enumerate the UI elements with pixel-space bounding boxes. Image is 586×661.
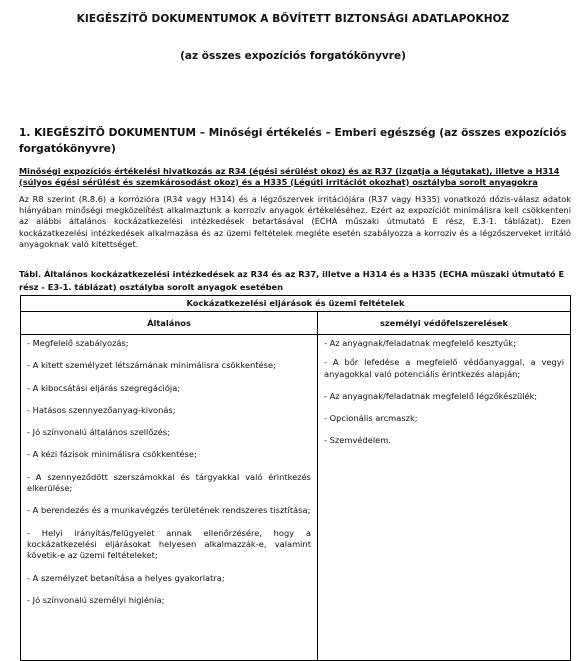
table-caption: Tábl. Általános kockázatkezelési intézkedések az R34 és az R37, illetve a H314 és a H335 (ECHA műszaki útmutató E rész - E3-1. táblázat) osztályba sorolt anyagok esetében (19, 269, 565, 292)
column-header-ppe: személyi védőfelszerelések (318, 312, 571, 335)
document-title: KIEGÉSZÍTŐ DOKUMENTUMOK A BŐVÍTETT BIZTONSÁGI ADATLAPOKHOZ (76, 13, 510, 25)
list-item: - A kibocsátási eljárás szegregációja; (27, 382, 181, 393)
list-item: - Helyi irányítás/felügyelet annak ellenőrzésére, hogy a kockázatkezelési eljárásokat helyesen alkalmazzák-e, valamint követik-e az üzemi feltételeket; (27, 527, 311, 561)
list-item: - Az anyagnak/feladatnak megfelelő légzőkészülék; (324, 390, 538, 401)
column-header-general: Általános (21, 312, 318, 335)
list-item: - Jó színvonalú személyi higiénia; (27, 594, 165, 605)
list-item: - A személyzet betanítása a helyes gyakorlatra; (27, 572, 225, 583)
section-paragraph: Az R8 szerint (R.8.6) a korrózióra (R34 vagy H314) és a légzőszervek irritációjára (R37 vagy H335) vonatkozó dózis-válasz adatok hiányában minőségi megközelítést alkalmaztunk a korrozív anyagok értékeléséhez. Ezért az expozíciót minimálisra kell csökkenteni az alábbi általános kockázatkezelési intézkedések betartásával (ECHA műszaki útmutató E rész, E.3-1. táblázat). Ezen kockázatkezelési intézkedések alkalmazása és az üzemi feltételek megléte esetén szabályozza a korrozív és a légzőszerveket irritáló anyagoknak való kitettséget. (19, 194, 571, 249)
list-item: - Az anyagnak/feladatnak megfelelő kesztyűk; (324, 338, 516, 348)
list-item: - Hatásos szennyezőanyag-kivonás; (27, 404, 176, 415)
general-measures-list (21, 335, 317, 606)
list-item: - A bőr lefedése a megfelelő védőanyaggal, a vegyi anyagokkal való potenciális érintkezés alapján; (324, 357, 565, 379)
list-item: - A berendezés és a munkavégzés területének rendszeres tisztítása; (27, 505, 311, 516)
list-item: - Opcionális arcmaszk; (324, 413, 418, 424)
document-subtitle: (az összes expozíciós forgatókönyvre) (180, 50, 406, 62)
general-measures-cell (21, 335, 318, 661)
list-item: - Szemvédelem. (324, 435, 391, 446)
list-item: - Jó színvonalú általános szellőzés; (27, 427, 171, 438)
list-item: - A kézi fázisok minimálisra csökkentése; (27, 449, 197, 460)
ppe-measures-list (318, 335, 570, 447)
section-lead: Minőségi expozíciós értékelési hivatkozás az R34 (égési sérülést okoz) és az R37 (izgatja a légutakat), illetve a H314 (súlyos égési sérülést és szemkárosodást okoz) és a H335 (Légúti irritációt okozhat) osztályba sorolt anyagokra (19, 166, 560, 187)
risk-management-table (20, 295, 571, 661)
table-header: Kockázatkezelési eljárások és üzemi feltételek (21, 296, 571, 312)
section-heading: 1. KIEGÉSZÍTŐ DOKUMENTUM – Minőségi értékelés – Emberi egészség (az összes expozíciós forgatókönyvre) (19, 127, 567, 155)
ppe-measures-cell (318, 335, 571, 661)
list-item: - A szennyeződött szerszámokkal és tárgyakkal való érintkezés elkerülése; (27, 471, 311, 494)
list-item: - A kitett személyzet létszámának minimálisra csökkentése; (27, 360, 276, 371)
list-item: - Megfelelő szabályozás; (27, 338, 129, 348)
